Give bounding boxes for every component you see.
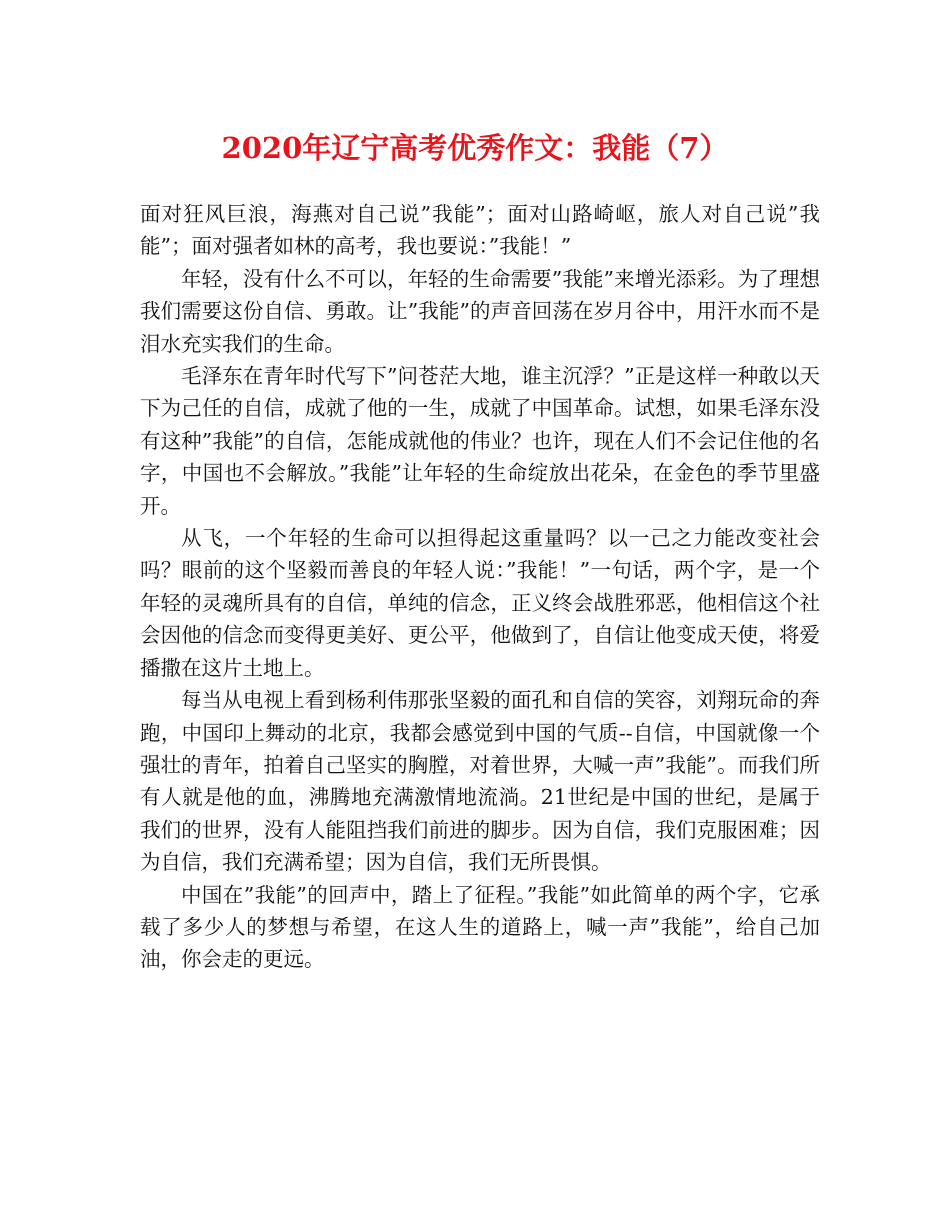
document-body: [140, 198, 820, 976]
paragraph-4: 从飞，一个年轻的生命可以担得起这重量吗？以一己之力能改变社会吗？眼前的这个坚毅而善良的年轻人说：”我能！”一句话，两个字，是一个年轻的灵魂所具有的自信，单纯的信念，正义终会战胜邪恶，他相信这个社会因他的信念而变得更美好、更公平，他做到了，自信让他变成天使，将爱播撒在这片土地上。: [140, 526, 820, 680]
paragraph-3: 毛泽东在青年时代写下”问苍茫大地，谁主沉浮？”正是这样一种敢以天下为己任的自信，成就了他的一生，成就了中国革命。试想，如果毛泽东没有这种”我能”的自信，怎能成就他的伟业？也许，现在人们不会记住他的名字，中国也不会解放。”我能”让年轻的生命绽放出花朵，在金色的季节里盛开。: [140, 364, 820, 518]
paragraph-1: 面对狂风巨浪，海燕对自己说”我能”；面对山路崎岖，旅人对自己说”我能”；面对强者如林的高考，我也要说：”我能！”: [140, 202, 820, 259]
paragraph-6: 中国在”我能”的回声中，踏上了征程。”我能”如此简单的两个字，它承载了多少人的梦想与希望，在这人生的道路上，喊一声”我能”，给自己加油，你会走的更远。: [140, 882, 820, 972]
paragraph-5: 每当从电视上看到杨利伟那张坚毅的面孔和自信的笑容，刘翔玩命的奔跑，中国印上舞动的北京，我都会感觉到中国的气质--自信，中国就像一个强壮的青年，拍着自己坚实的胸膛，对着世界，大喊一声”我能”。而我们所有人就是他的血，沸腾地充满激情地流淌。21世纪是中国的世纪，是属于我们的世界，没有人能阻挡我们前进的脚步。因为自信，我们克服困难；因为自信，我们充满希望；因为自信，我们无所畏惧。: [140, 688, 820, 875]
document-title: 2020年辽宁高考优秀作文：我能（7）: [221, 131, 729, 165]
paragraph-2: 年轻，没有什么不可以，年轻的生命需要”我能”来增光添彩。为了理想我们需要这份自信、勇敢。让”我能”的声音回荡在岁月谷中，用汗水而不是泪水充实我们的生命。: [140, 266, 820, 356]
